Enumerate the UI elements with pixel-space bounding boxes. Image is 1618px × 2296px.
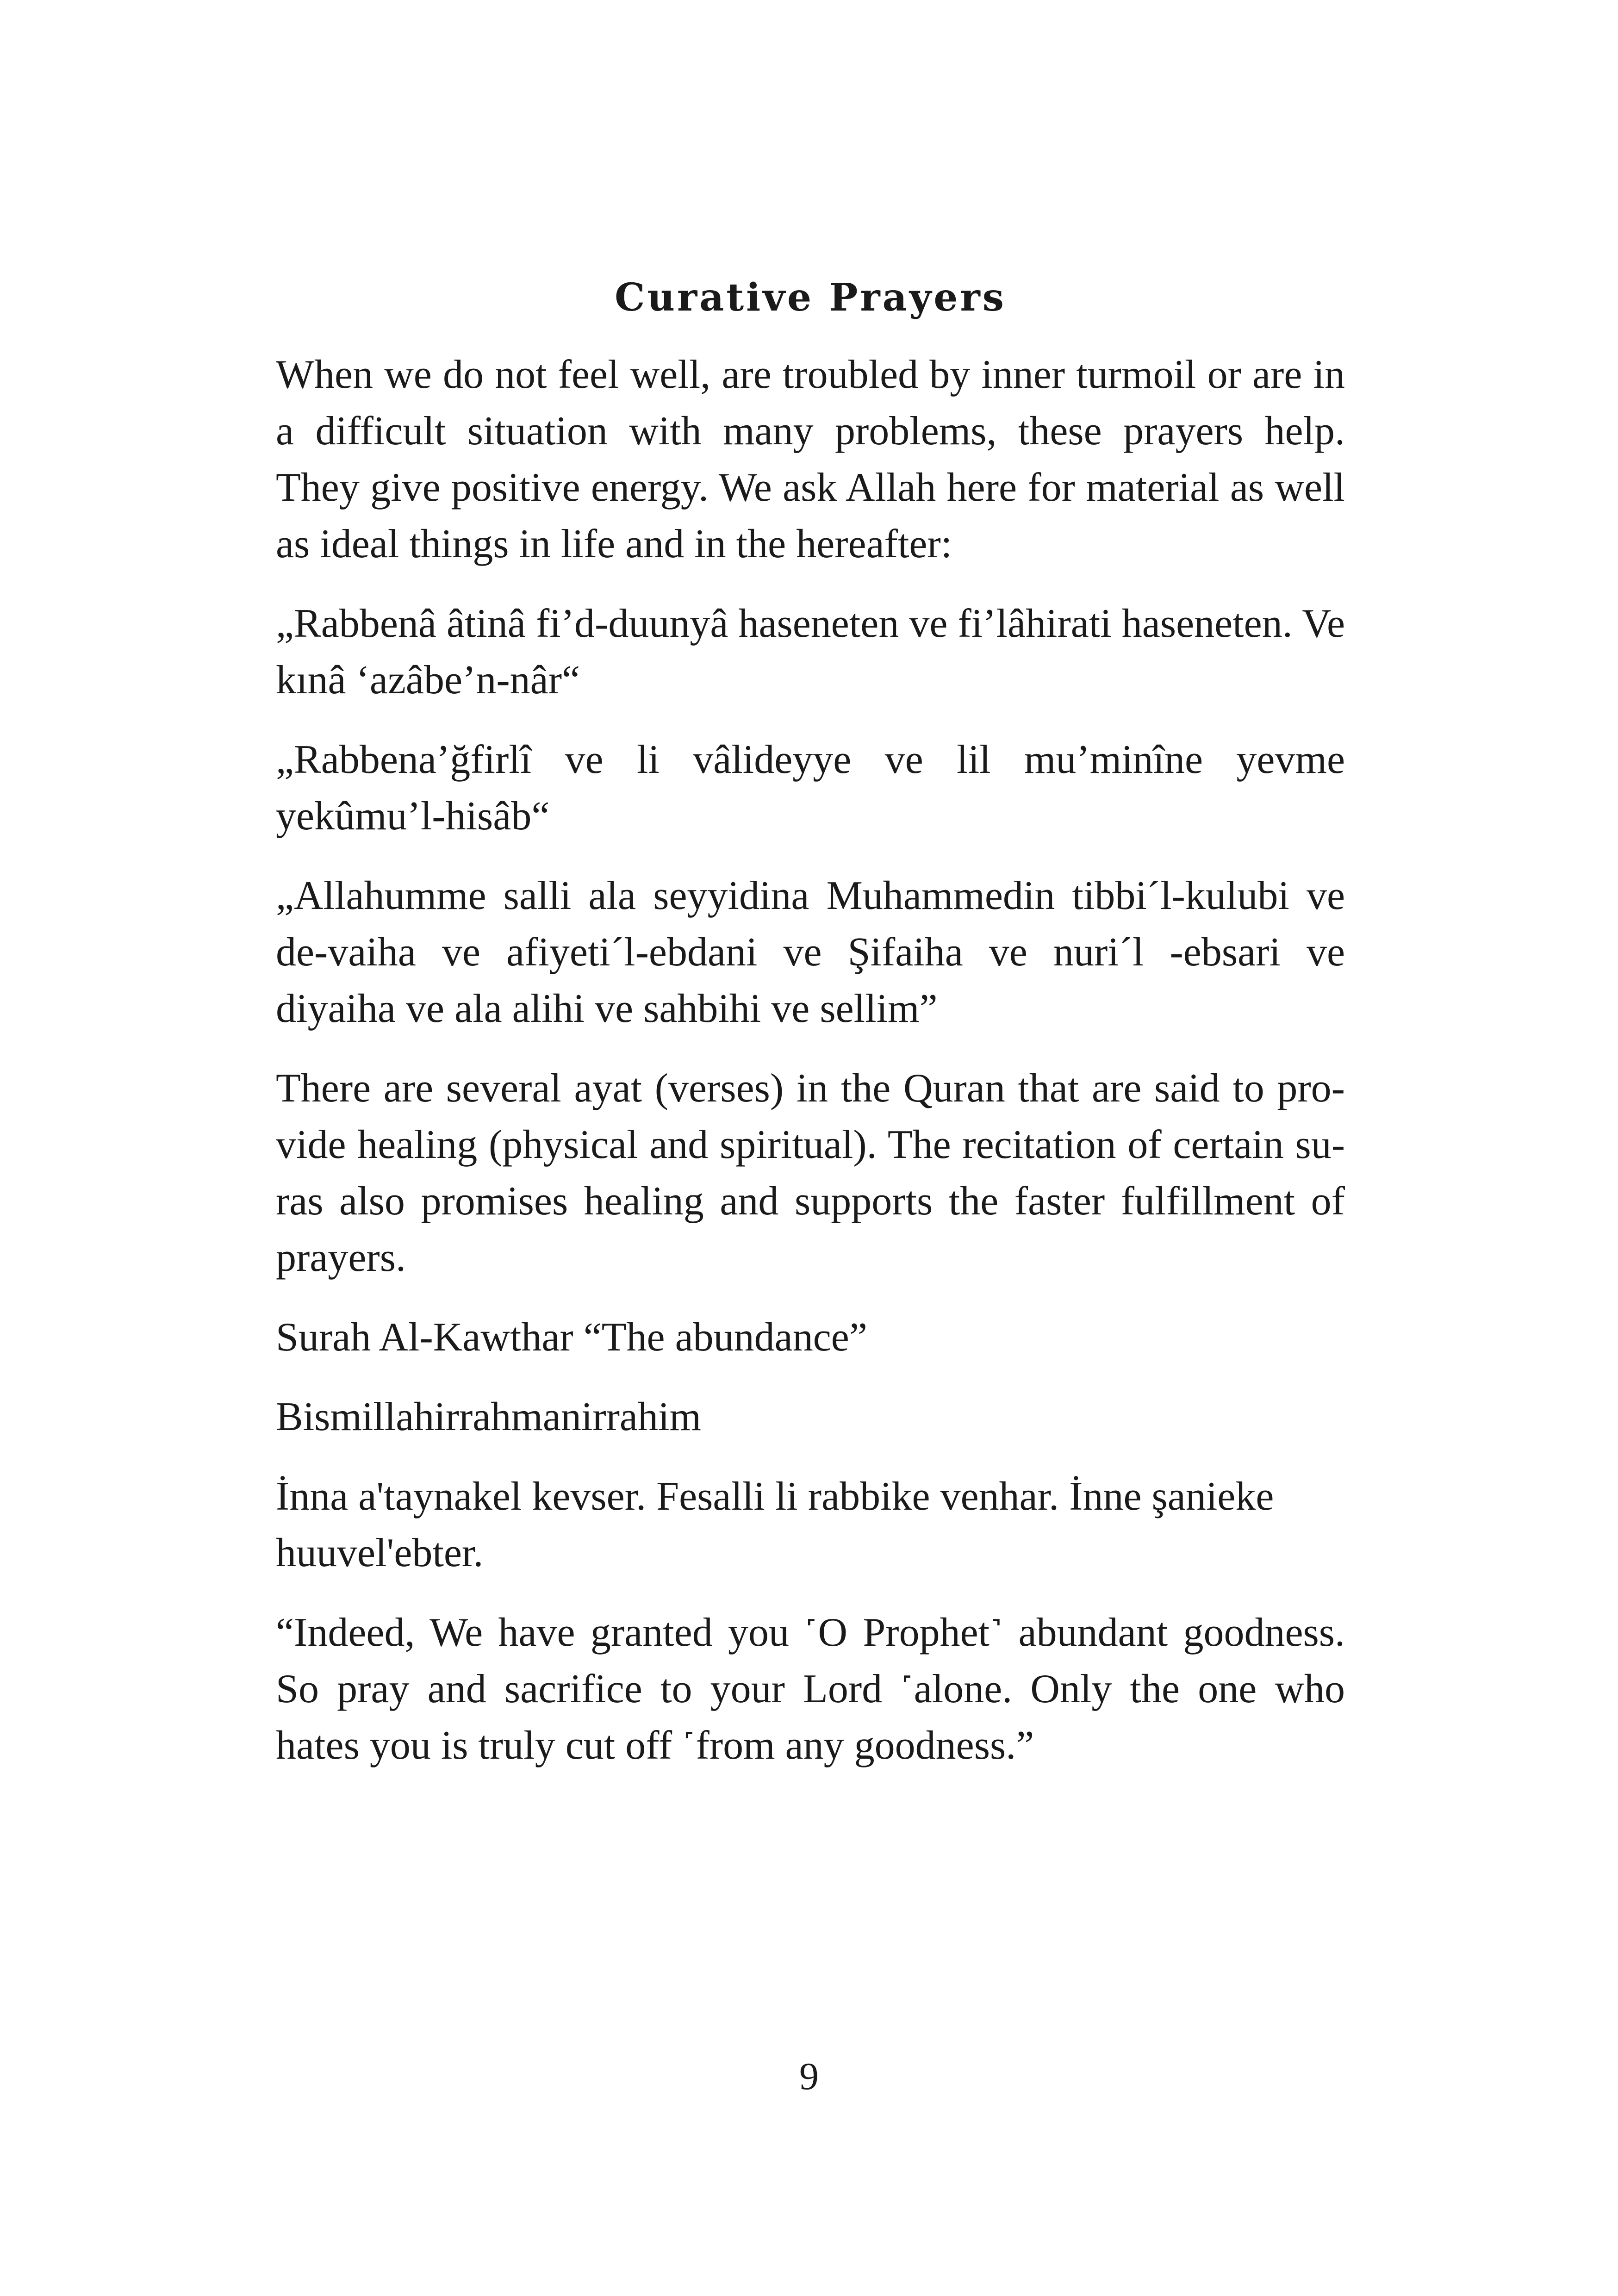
prayer-paragraph-2: „Rabbena’ğfirlî ve li vâlideyye ve lil mu’minîne yevme yekûmu’l-hisâb“: [276, 737, 1345, 839]
transliteration-paragraph: İnna a'taynakel kevser. Fesalli li rabbike venhar. İnne şanieke huuvel'ebter.: [276, 1474, 1274, 1575]
prayer-paragraph-3: „Allahumme salli ala seyyidina Muhammedin tibbi´l-kulubi ve de-vaiha ve afiyeti´l-ebdani ve Şifaiha ve nuri´l -ebsari ve diyaiha ve ala alihi ve sahbihi ve sellim”: [276, 873, 1345, 1031]
ayat-paragraph: There are several ayat (verses) in the Quran that are said to pro-vide healing (physical and spiritual). The recitation of certain su-ras also promises healing and supports the faster fulfillment of prayers.: [276, 1066, 1345, 1280]
page-title: Curative Prayers: [615, 275, 1006, 320]
page-content: [276, 266, 1345, 1797]
bismillah-line: Bismillahirrahmanirrahim: [276, 1394, 701, 1439]
prayer-paragraph-1: „Rabbenâ âtinâ fi’d-duunyâ haseneten ve fi’lâhirati haseneten. Ve kınâ ‘azâbe’n-nâr“: [276, 601, 1345, 703]
page-number: 9: [799, 2055, 819, 2098]
translation-paragraph: “Indeed, We have granted you ˹O Prophet˺ abundant goodness. So pray and sacrifice to your Lord ˹alone. Only the one who hates you is truly cut off ˹from any goodness.”: [276, 1610, 1345, 1768]
intro-paragraph: When we do not feel well, are troubled by inner turmoil or are in a difficult situation with many problems, these prayers help. They give positive energy. We ask Allah here for material as well as ideal things in life and in the hereafter:: [276, 352, 1345, 566]
surah-title: Surah Al-Kawthar “The abundance”: [276, 1315, 867, 1360]
